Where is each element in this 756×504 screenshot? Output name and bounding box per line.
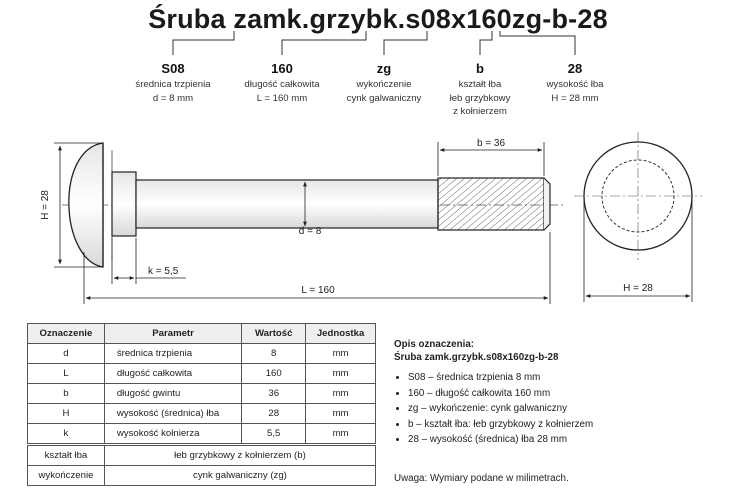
code-label: 28 [567,61,583,76]
dim-k-label: k = 5,5 [148,266,179,277]
header-jednostka: Jednostka [306,324,376,344]
dim-d-label: d = 8 [298,226,322,237]
code-line: długość całkowita [244,79,320,90]
leader-b [480,31,492,55]
cell-unit: mm [306,404,376,424]
dim-l-label: L = 160 [301,285,335,296]
table-row [28,364,376,384]
cell-unit: mm [306,344,376,364]
cell-value: 8 [242,344,306,364]
code-line: kształt łba [458,79,502,90]
cell-param: średnica trzpienia [104,344,241,364]
leader-28 [500,31,575,55]
cell-attr-value: cynk galwaniczny (zg) [104,466,375,486]
dim-b-label: b = 36 [476,138,506,149]
cell-param: wysokość (średnica) łba [104,404,241,424]
code-line: z kołnierzem [453,106,507,117]
list-item: • b – kształt łba: łeb grzybkowy z kołnierzem [408,417,734,433]
code-label: b [476,61,484,76]
cell-param: wysokość kołnierza [104,424,241,444]
code-line: wysokość łba [546,79,604,90]
cell-param: długość gwintu [104,384,241,404]
code-label: S08 [161,61,185,76]
cell-value: 160 [242,364,306,384]
cell-symbol: L [28,364,105,384]
leader-zg [384,31,427,55]
dim-k [112,238,186,284]
leader-s08 [173,31,234,55]
cell-param: długość całkowita [104,364,241,384]
thread-tip [544,178,550,230]
cell-value: 36 [242,384,306,404]
list-item: • 160 – długość całkowita 160 mm [408,386,734,402]
table-row [28,344,376,364]
list-item: • zg – wykończenie: cynk galwaniczny [408,401,734,417]
table-row [28,404,376,424]
table-row [28,466,376,486]
bolt-collar [112,172,136,236]
header-parametr: Parametr [104,324,241,344]
cell-value: 28 [242,404,306,424]
cell-symbol: d [28,344,105,364]
code-line: d = 8 mm [152,92,194,104]
parameter-table [27,323,376,444]
cell-attr-name: kształt łba [28,446,105,466]
cell-symbol: H [28,404,105,424]
bolt-thread [438,178,544,230]
code-leaders [173,31,575,55]
bolt-head [69,143,103,267]
cell-attr-value: łeb grzybkowy z kołnierzem (b) [104,446,375,466]
table-row [28,446,376,466]
table-row [28,384,376,404]
leader-160 [282,31,366,55]
code-line: łeb grzybkowy [449,92,511,104]
code-line: cynk galwaniczny [346,92,422,104]
units-note: Uwaga: Wymiary podane w milimetrach. [394,473,569,484]
dim-h-label: H = 28 [40,190,51,220]
table-header-row [28,324,376,344]
bolt-shank [136,180,438,228]
cell-symbol: b [28,384,105,404]
list-item: • 28 – wysokość (średnica) łba 28 mm [408,432,734,448]
cell-unit: mm [306,424,376,444]
side-view [574,132,702,260]
code-label: 160 [271,61,293,76]
cell-unit: mm [306,364,376,384]
cell-unit: mm [306,384,376,404]
desc-code: Śruba zamk.grzybk.s08x160zg-b-28 [394,352,559,363]
cell-symbol: k [28,424,105,444]
dim-h-side-label: H = 28 [623,283,653,294]
table-row [28,424,376,444]
desc-list [394,370,734,448]
header-oznaczenie: Oznaczenie [28,324,105,344]
list-item: • S08 – średnica trzpienia 8 mm [408,370,734,386]
attributes-table [27,445,376,486]
code-line: L = 160 mm [256,92,308,104]
designation-description [394,338,734,448]
header-wartosc: Wartość [242,324,306,344]
code-line: średnica trzpienia [135,79,211,90]
code-line: wykończenie [356,79,412,90]
code-line: H = 28 mm [551,92,599,104]
cell-attr-name: wykończenie [28,466,105,486]
desc-heading: Opis oznaczenia: [394,339,475,350]
cell-value: 5,5 [242,424,306,444]
code-label: zg [376,61,392,76]
page-title: Śruba zamk.grzybk.s08x160zg-b-28 [148,4,608,34]
